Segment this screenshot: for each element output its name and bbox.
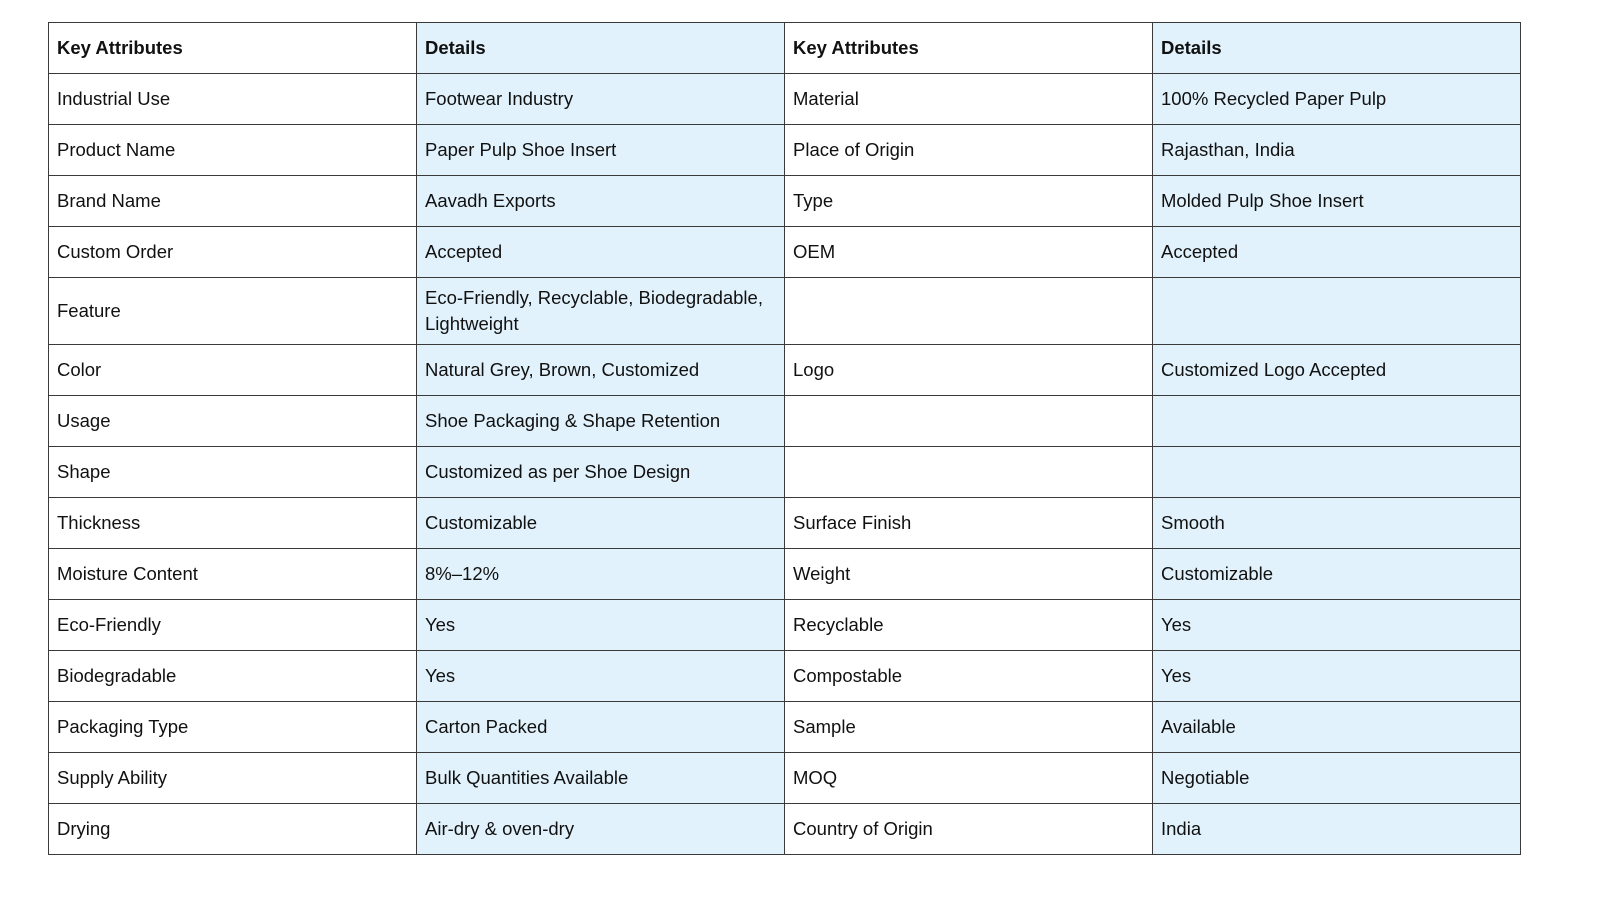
attribute-cell: Shape xyxy=(49,447,417,498)
detail-cell: Footwear Industry xyxy=(417,74,785,125)
detail-cell: Molded Pulp Shoe Insert xyxy=(1153,176,1521,227)
attribute-cell: Place of Origin xyxy=(785,125,1153,176)
attribute-cell: Material xyxy=(785,74,1153,125)
attribute-cell: Surface Finish xyxy=(785,498,1153,549)
table-row xyxy=(49,125,1521,176)
attribute-cell: Color xyxy=(49,345,417,396)
attribute-cell: Weight xyxy=(785,549,1153,600)
detail-cell: Air-dry & oven-dry xyxy=(417,804,785,855)
detail-cell: Yes xyxy=(417,651,785,702)
detail-cell: Yes xyxy=(417,600,785,651)
detail-cell: Yes xyxy=(1153,651,1521,702)
detail-cell: Available xyxy=(1153,702,1521,753)
detail-cell xyxy=(1153,447,1521,498)
attribute-cell: Industrial Use xyxy=(49,74,417,125)
detail-cell: Customizable xyxy=(1153,549,1521,600)
attribute-cell: MOQ xyxy=(785,753,1153,804)
detail-cell: 100% Recycled Paper Pulp xyxy=(1153,74,1521,125)
attribute-cell: Packaging Type xyxy=(49,702,417,753)
detail-cell: Rajasthan, India xyxy=(1153,125,1521,176)
table-header-row xyxy=(49,23,1521,74)
table-row xyxy=(49,549,1521,600)
detail-cell: Smooth xyxy=(1153,498,1521,549)
table-row xyxy=(49,278,1521,345)
attribute-cell: Supply Ability xyxy=(49,753,417,804)
attribute-cell: Moisture Content xyxy=(49,549,417,600)
table-row xyxy=(49,176,1521,227)
table-row xyxy=(49,227,1521,278)
detail-cell xyxy=(1153,396,1521,447)
attribute-cell: Biodegradable xyxy=(49,651,417,702)
key-attributes-table xyxy=(48,22,1521,855)
table-row xyxy=(49,702,1521,753)
attribute-cell xyxy=(785,396,1153,447)
attribute-cell: Recyclable xyxy=(785,600,1153,651)
table-row xyxy=(49,753,1521,804)
table-row xyxy=(49,345,1521,396)
attribute-cell xyxy=(785,447,1153,498)
table-row xyxy=(49,498,1521,549)
attribute-cell: OEM xyxy=(785,227,1153,278)
detail-cell: Eco-Friendly, Recyclable, Biodegradable, Lightweight xyxy=(417,278,785,345)
detail-cell: Natural Grey, Brown, Customized xyxy=(417,345,785,396)
detail-cell: Customized Logo Accepted xyxy=(1153,345,1521,396)
detail-cell: Accepted xyxy=(417,227,785,278)
table-row xyxy=(49,651,1521,702)
attribute-cell: Product Name xyxy=(49,125,417,176)
detail-cell: Yes xyxy=(1153,600,1521,651)
attribute-cell: Compostable xyxy=(785,651,1153,702)
table-row xyxy=(49,74,1521,125)
detail-cell: Carton Packed xyxy=(417,702,785,753)
table-row xyxy=(49,804,1521,855)
detail-cell: Shoe Packaging & Shape Retention xyxy=(417,396,785,447)
detail-cell: Aavadh Exports xyxy=(417,176,785,227)
attribute-cell: Thickness xyxy=(49,498,417,549)
attribute-cell: Sample xyxy=(785,702,1153,753)
attribute-cell: Country of Origin xyxy=(785,804,1153,855)
attribute-cell: Type xyxy=(785,176,1153,227)
detail-cell: Negotiable xyxy=(1153,753,1521,804)
attribute-cell: Brand Name xyxy=(49,176,417,227)
header-key-attributes-2: Key Attributes xyxy=(785,23,1153,74)
table-row xyxy=(49,600,1521,651)
detail-cell: 8%–12% xyxy=(417,549,785,600)
table-row xyxy=(49,447,1521,498)
table-row xyxy=(49,396,1521,447)
detail-cell: India xyxy=(1153,804,1521,855)
header-key-attributes-1: Key Attributes xyxy=(49,23,417,74)
detail-cell: Customized as per Shoe Design xyxy=(417,447,785,498)
attribute-cell: Custom Order xyxy=(49,227,417,278)
attribute-cell: Feature xyxy=(49,278,417,345)
attribute-cell: Eco-Friendly xyxy=(49,600,417,651)
detail-cell: Accepted xyxy=(1153,227,1521,278)
detail-cell: Customizable xyxy=(417,498,785,549)
header-details-1: Details xyxy=(417,23,785,74)
attribute-cell: Logo xyxy=(785,345,1153,396)
attribute-cell: Usage xyxy=(49,396,417,447)
header-details-2: Details xyxy=(1153,23,1521,74)
attribute-cell xyxy=(785,278,1153,345)
attribute-cell: Drying xyxy=(49,804,417,855)
detail-cell: Paper Pulp Shoe Insert xyxy=(417,125,785,176)
detail-cell: Bulk Quantities Available xyxy=(417,753,785,804)
detail-cell xyxy=(1153,278,1521,345)
